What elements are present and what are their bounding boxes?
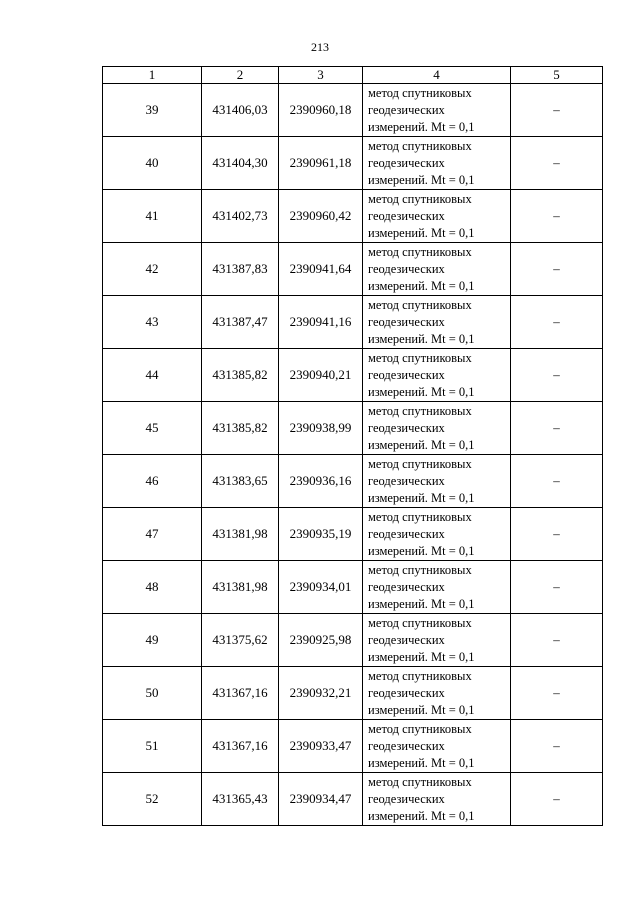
method-cell bbox=[363, 508, 511, 561]
method-line: метод спутниковых bbox=[368, 85, 472, 100]
method-line: метод спутниковых bbox=[368, 191, 472, 206]
method-line: геодезических bbox=[368, 314, 445, 329]
point-number-cell: 50 bbox=[103, 667, 202, 720]
point-number-cell: 42 bbox=[103, 243, 202, 296]
method-cell bbox=[363, 561, 511, 614]
point-number-cell: 44 bbox=[103, 349, 202, 402]
method-line: метод спутниковых bbox=[368, 509, 472, 524]
method-line: измерений. Mt = 0,1 bbox=[368, 331, 475, 346]
method-line: геодезических bbox=[368, 102, 445, 117]
method-line: геодезических bbox=[368, 791, 445, 806]
method-line: геодезических bbox=[368, 261, 445, 276]
column5-cell: – bbox=[511, 561, 603, 614]
table-row bbox=[103, 667, 603, 720]
table-row bbox=[103, 84, 603, 137]
coordinates-table bbox=[102, 66, 603, 826]
y-coordinate-cell: 2390940,21 bbox=[279, 349, 363, 402]
method-line: метод спутниковых bbox=[368, 403, 472, 418]
y-coordinate-cell: 2390936,16 bbox=[279, 455, 363, 508]
method-line: измерений. Mt = 0,1 bbox=[368, 702, 475, 717]
method-line: измерений. Mt = 0,1 bbox=[368, 596, 475, 611]
x-coordinate-cell: 431385,82 bbox=[202, 402, 279, 455]
method-cell bbox=[363, 455, 511, 508]
method-line: метод спутниковых bbox=[368, 138, 472, 153]
table-row bbox=[103, 614, 603, 667]
method-cell bbox=[363, 667, 511, 720]
x-coordinate-cell: 431402,73 bbox=[202, 190, 279, 243]
method-line: метод спутниковых bbox=[368, 721, 472, 736]
method-line: измерений. Mt = 0,1 bbox=[368, 808, 475, 823]
point-number-cell: 43 bbox=[103, 296, 202, 349]
table-row bbox=[103, 349, 603, 402]
column5-cell: – bbox=[511, 773, 603, 826]
table-row bbox=[103, 508, 603, 561]
method-line: метод спутниковых bbox=[368, 615, 472, 630]
column5-cell: – bbox=[511, 296, 603, 349]
method-line: метод спутниковых bbox=[368, 562, 472, 577]
column5-cell: – bbox=[511, 190, 603, 243]
method-line: измерений. Mt = 0,1 bbox=[368, 490, 475, 505]
column5-cell: – bbox=[511, 720, 603, 773]
method-line: измерений. Mt = 0,1 bbox=[368, 649, 475, 664]
method-line: метод спутниковых bbox=[368, 456, 472, 471]
y-coordinate-cell: 2390933,47 bbox=[279, 720, 363, 773]
method-line: геодезических bbox=[368, 367, 445, 382]
point-number-cell: 39 bbox=[103, 84, 202, 137]
method-line: измерений. Mt = 0,1 bbox=[368, 437, 475, 452]
method-line: метод спутниковых bbox=[368, 297, 472, 312]
method-cell bbox=[363, 243, 511, 296]
x-coordinate-cell: 431381,98 bbox=[202, 508, 279, 561]
table-header bbox=[103, 67, 603, 84]
table-row bbox=[103, 561, 603, 614]
x-coordinate-cell: 431365,43 bbox=[202, 773, 279, 826]
method-line: метод спутниковых bbox=[368, 350, 472, 365]
column5-cell: – bbox=[511, 137, 603, 190]
table-row bbox=[103, 137, 603, 190]
method-cell bbox=[363, 84, 511, 137]
page-number: 213 bbox=[311, 40, 329, 54]
method-cell bbox=[363, 296, 511, 349]
y-coordinate-cell: 2390938,99 bbox=[279, 402, 363, 455]
x-coordinate-cell: 431367,16 bbox=[202, 667, 279, 720]
point-number-cell: 47 bbox=[103, 508, 202, 561]
method-cell bbox=[363, 773, 511, 826]
point-number-cell: 51 bbox=[103, 720, 202, 773]
header-cell: 1 bbox=[103, 67, 202, 84]
point-number-cell: 52 bbox=[103, 773, 202, 826]
x-coordinate-cell: 431383,65 bbox=[202, 455, 279, 508]
method-cell bbox=[363, 349, 511, 402]
y-coordinate-cell: 2390961,18 bbox=[279, 137, 363, 190]
column5-cell: – bbox=[511, 243, 603, 296]
table-row bbox=[103, 190, 603, 243]
x-coordinate-cell: 431387,47 bbox=[202, 296, 279, 349]
column5-cell: – bbox=[511, 667, 603, 720]
method-line: метод спутниковых bbox=[368, 774, 472, 789]
table-row bbox=[103, 455, 603, 508]
header-cell: 2 bbox=[202, 67, 279, 84]
header-cell: 4 bbox=[363, 67, 511, 84]
method-line: геодезических bbox=[368, 685, 445, 700]
y-coordinate-cell: 2390960,18 bbox=[279, 84, 363, 137]
method-line: метод спутниковых bbox=[368, 668, 472, 683]
y-coordinate-cell: 2390935,19 bbox=[279, 508, 363, 561]
column5-cell: – bbox=[511, 84, 603, 137]
table-body bbox=[103, 84, 603, 826]
x-coordinate-cell: 431406,03 bbox=[202, 84, 279, 137]
y-coordinate-cell: 2390960,42 bbox=[279, 190, 363, 243]
method-cell bbox=[363, 402, 511, 455]
method-line: геодезических bbox=[368, 420, 445, 435]
x-coordinate-cell: 431381,98 bbox=[202, 561, 279, 614]
point-number-cell: 49 bbox=[103, 614, 202, 667]
method-line: геодезических bbox=[368, 473, 445, 488]
method-line: геодезических bbox=[368, 579, 445, 594]
method-cell bbox=[363, 137, 511, 190]
table-row bbox=[103, 402, 603, 455]
x-coordinate-cell: 431404,30 bbox=[202, 137, 279, 190]
method-line: геодезических bbox=[368, 632, 445, 647]
method-line: измерений. Mt = 0,1 bbox=[368, 119, 475, 134]
method-line: метод спутниковых bbox=[368, 244, 472, 259]
header-cell: 5 bbox=[511, 67, 603, 84]
x-coordinate-cell: 431385,82 bbox=[202, 349, 279, 402]
method-line: геодезических bbox=[368, 526, 445, 541]
table-row bbox=[103, 296, 603, 349]
y-coordinate-cell: 2390932,21 bbox=[279, 667, 363, 720]
point-number-cell: 45 bbox=[103, 402, 202, 455]
y-coordinate-cell: 2390934,01 bbox=[279, 561, 363, 614]
y-coordinate-cell: 2390925,98 bbox=[279, 614, 363, 667]
method-line: геодезических bbox=[368, 208, 445, 223]
y-coordinate-cell: 2390941,64 bbox=[279, 243, 363, 296]
x-coordinate-cell: 431367,16 bbox=[202, 720, 279, 773]
method-line: измерений. Mt = 0,1 bbox=[368, 384, 475, 399]
method-cell bbox=[363, 614, 511, 667]
method-line: измерений. Mt = 0,1 bbox=[368, 543, 475, 558]
column5-cell: – bbox=[511, 508, 603, 561]
table-row bbox=[103, 773, 603, 826]
y-coordinate-cell: 2390934,47 bbox=[279, 773, 363, 826]
method-line: измерений. Mt = 0,1 bbox=[368, 278, 475, 293]
x-coordinate-cell: 431387,83 bbox=[202, 243, 279, 296]
column5-cell: – bbox=[511, 614, 603, 667]
method-cell bbox=[363, 720, 511, 773]
point-number-cell: 40 bbox=[103, 137, 202, 190]
x-coordinate-cell: 431375,62 bbox=[202, 614, 279, 667]
column5-cell: – bbox=[511, 349, 603, 402]
method-line: измерений. Mt = 0,1 bbox=[368, 172, 475, 187]
method-line: геодезических bbox=[368, 738, 445, 753]
point-number-cell: 46 bbox=[103, 455, 202, 508]
method-line: измерений. Mt = 0,1 bbox=[368, 225, 475, 240]
point-number-cell: 41 bbox=[103, 190, 202, 243]
table-row bbox=[103, 720, 603, 773]
header-cell: 3 bbox=[279, 67, 363, 84]
method-line: измерений. Mt = 0,1 bbox=[368, 755, 475, 770]
method-cell bbox=[363, 190, 511, 243]
header-row bbox=[103, 67, 603, 84]
point-number-cell: 48 bbox=[103, 561, 202, 614]
y-coordinate-cell: 2390941,16 bbox=[279, 296, 363, 349]
table-row bbox=[103, 243, 603, 296]
column5-cell: – bbox=[511, 402, 603, 455]
method-line: геодезических bbox=[368, 155, 445, 170]
column5-cell: – bbox=[511, 455, 603, 508]
